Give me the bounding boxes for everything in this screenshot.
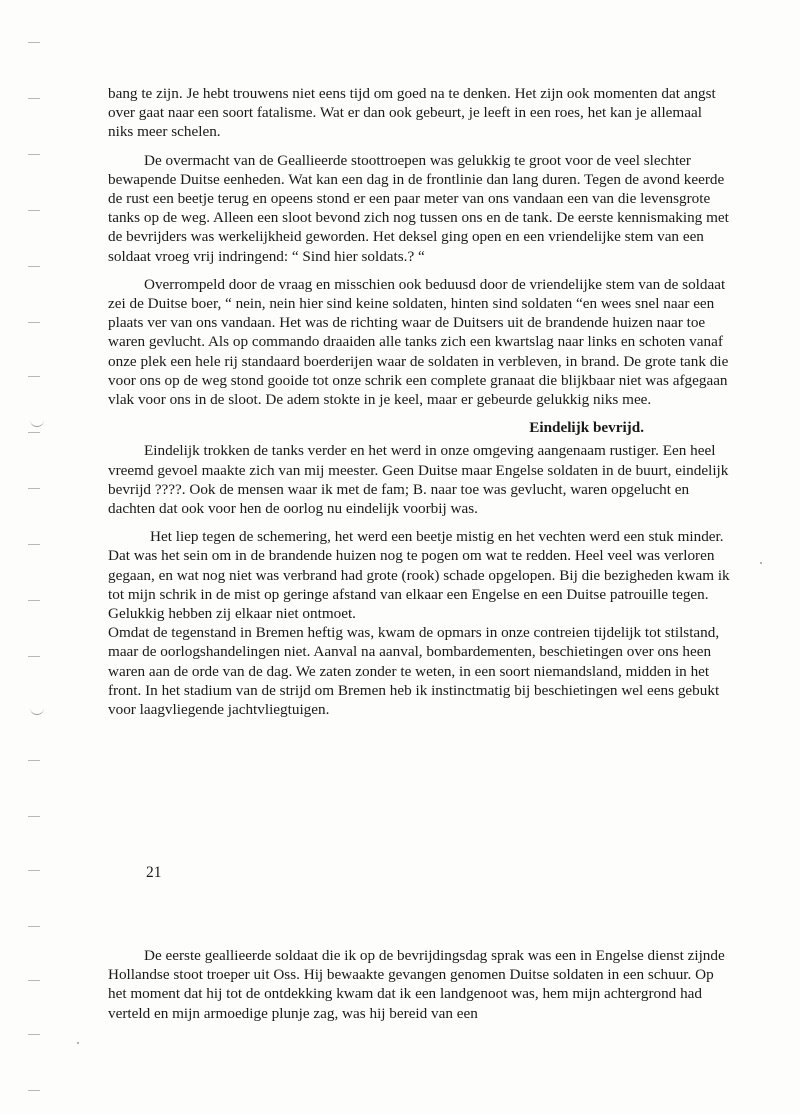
margin-tick [28,544,40,545]
margin-tick [28,870,40,871]
margin-tick [28,42,40,43]
margin-tick [28,760,40,761]
paragraph: Het liep tegen de schemering, het werd een beetje mistig en het vechten werd een stuk minder. Dat was het sein om in de brandende huizen nog te pogen om wat te redden. Heel veel was verloren gegaan, en wat nog niet was verbrand had grote (rook) schade opgelopen. Bij die bezigheden kwam ik tot mijn schrik in de mist op geringe afstand van elkaar een Engelse en een Duitse patrouille tegen. Gelukkig hebben zij elkaar niet ontmoet. [108,528,730,623]
section-heading: Eindelijk bevrijd. [529,419,644,437]
scan-speck [77,1042,79,1044]
margin-tick [28,926,40,927]
margin-tick [28,1090,40,1091]
binder-hole-marks [28,0,48,1114]
scan-speck [760,562,762,564]
margin-curl [30,418,44,427]
margin-curl [30,706,44,715]
margin-tick [28,488,40,489]
paragraph: Omdat de tegenstand in Bremen heftig was, kwam de opmars in onze contreien tijdelijk tot stilstand, maar de oorlogshandelingen niet. Aanval na aanval, bombardementen, beschietingen over ons heen waren aan de orde van de dag. We zaten zonder te weten, in een soort niemandsland, midden in het front. In het stadium van de strijd om Bremen heb ik instinctmatig bij beschietingen wel eens gebukt voor laagvliegende jachtvliegtuigen. [108,624,720,719]
margin-tick [28,980,40,981]
margin-tick [28,154,40,155]
paragraph: Eindelijk trokken de tanks verder en het werd in onze omgeving aangenaam rustiger. Een heel vreemd gevoel maakte zich van mij meester. Geen Duitse maar Engelse soldaten in de buurt, eindelijk bevrijd ????. Ook de mensen waar ik met de fam; B. naar toe was gevlucht, waren opgelucht en dachten dat ook voor hen de oorlog nu eindelijk voorbij was. [108,442,729,518]
paragraph: bang te zijn. Je hebt trouwens niet eens tijd om goed na te denken. Het zijn ook momenten dat angst over gaat naar een soort fatalisme. Wat er dan ook gebeurt, je leeft in een roes, het kan je allemaal niks meer schelen. [108,85,716,141]
lower-text-block [108,946,730,1032]
margin-tick [28,1034,40,1035]
margin-tick [28,322,40,323]
margin-tick [28,210,40,211]
margin-tick [28,656,40,657]
upper-text-block [108,84,730,728]
margin-tick [28,600,40,601]
page-number: 21 [146,864,162,881]
margin-tick [28,98,40,99]
margin-tick [28,816,40,817]
paragraph: Overrompeld door de vraag en misschien ook beduusd door de vriendelijke stem van de soldaat zei de Duitse boer, “ nein, nein hier sind keine soldaten, hinten sind soldaten “en wees snel naar een plaats ver van ons vandaan. Het was de richting waar de Duitsers uit de brandende huizen naar toe waren gevlucht. Als op commando draaiden alle tanks zich een kwartslag naar links en schoten vanaf onze plek een hele rij standaard boerderijen waar de soldaten in verbleven, in brand. De grote tank die voor ons op de weg stond gooide tot onze schrik een complete granaat die blijkbaar niet was afgegaan vlak voor ons in de sloot. De adem stokte in je keel, maar er gebeurde gelukkig niks mee. [108,275,729,409]
margin-tick [28,266,40,267]
paragraph: De overmacht van de Geallieerde stoottroepen was gelukkig te groot voor de veel slechter bewapende Duitse eenheden. Wat kan een dag in de frontlinie dan lang duren. Tegen de avond keerde de rust een beetje terug en opeens stond er een paar meter van ons vandaan een van die levensgrote tanks op de weg. Alleen een sloot bevond zich nog tussen ons en de tank. De eerste kennismaking met de bevrijders was werkelijkheid geworden. Het deksel ging open en een vriendelijke stem van een soldaat vroeg vrij indringend: “ Sind hier soldats.? “ [108,151,729,265]
paragraph: De eerste geallieerde soldaat die ik op de bevrijdingsdag sprak was een in Engelse dienst zijnde Hollandse stoot troeper uit Oss. Hij bewaakte gevangen genomen Duitse soldaten in een schuur. Op het moment dat hij tot de ontdekking kwam dat ik een landgenoot was, hem mijn achtergrond had verteld en mijn armoedige plunje zag, was hij bereid van een [108,947,725,1022]
margin-tick [28,376,40,377]
margin-tick [28,432,40,433]
